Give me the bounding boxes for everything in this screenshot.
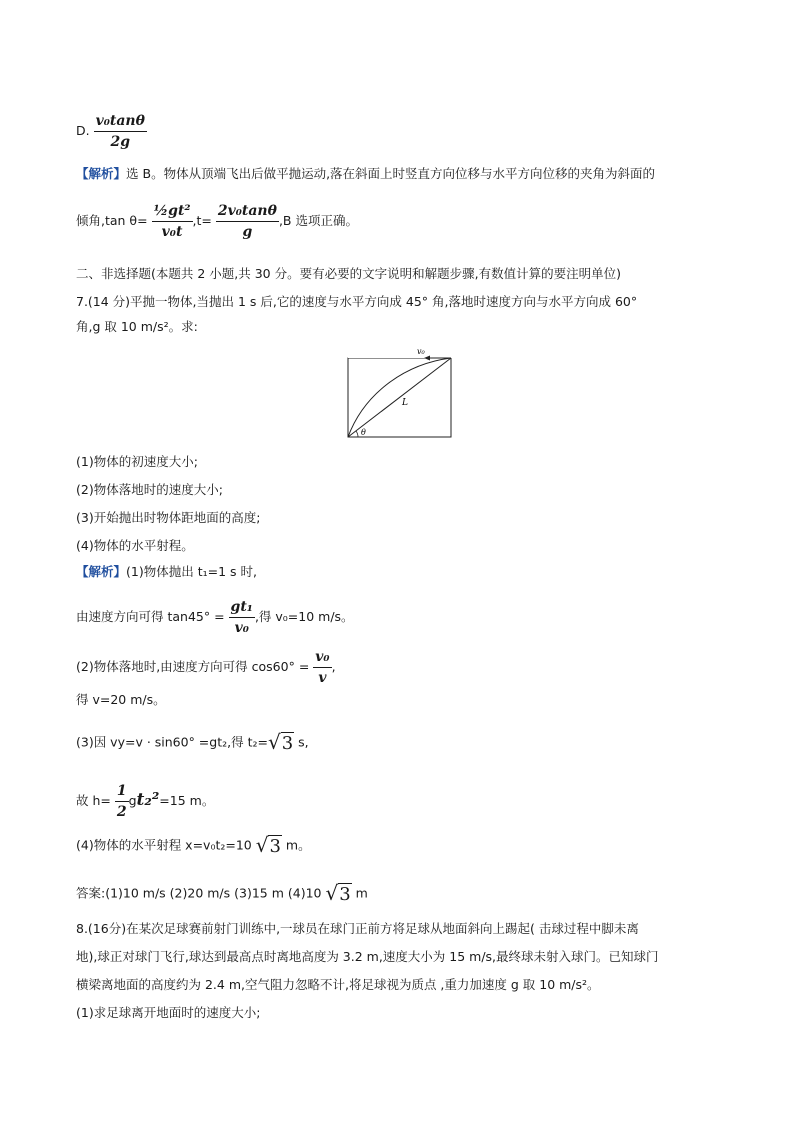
option-d <box>76 112 147 151</box>
analysis6-text1: 选 B。物体从顶端飞出后做平抛运动,落在斜面上时竖直方向位移与水平方向位移的夹角为斜面的 <box>126 166 656 181</box>
q7-sol-text2a: 由速度方向可得 tan45° = <box>76 609 225 624</box>
q8-part1: (1)求足球离开地面时的速度大小; <box>76 1005 261 1020</box>
sqrt-symbol: √3 <box>325 881 351 905</box>
sqrt-radicand: 3 <box>281 733 294 754</box>
q7-sol-text6b: g <box>128 793 137 808</box>
q7-sol-l4: 得 v=20 m/s。 <box>76 692 166 707</box>
option-d-denominator: 2g <box>110 134 131 150</box>
sqrt-symbol: √3 <box>267 730 294 754</box>
q7-part4: (4)物体的水平射程。 <box>76 538 194 553</box>
q7-figure <box>344 344 456 442</box>
q7-part1: (1)物体的初速度大小; <box>76 454 198 469</box>
q7-sol-text3b: , <box>331 659 336 674</box>
q7-frac3-den: v <box>318 670 327 686</box>
q7-sol-text7a: (4)物体的水平射程 x=v₀t₂=10 <box>76 837 256 853</box>
option-d-numerator: v₀tanθ <box>94 112 147 132</box>
frac2-num: 2v₀tanθ <box>216 202 279 222</box>
q7-frac6-den: 2 <box>116 804 127 820</box>
sqrt-symbol: √3 <box>255 833 281 857</box>
frac1-num: ½gt² <box>152 202 193 222</box>
q7-sol-t2sq: t₂² <box>136 790 160 810</box>
q7-frac3-num: v₀ <box>313 648 331 668</box>
q7-sol-l3 <box>76 648 336 687</box>
figure-mask <box>348 354 452 358</box>
analysis6-frac2 <box>216 202 279 241</box>
q7-sol-text5a: (3)因 vy=v · sin60° =gt₂,得 t₂= <box>76 734 268 750</box>
q7-sol-l5 <box>76 730 309 754</box>
analysis6-line1 <box>76 165 655 183</box>
q7-stem1: 7.(14 分)平抛一物体,当抛出 1 s 后,它的速度与水平方向成 45° 角,落地时速度方向与水平方向成 60° <box>76 294 638 309</box>
frac2-den: g <box>242 224 253 240</box>
q7-sol-text6c: =15 m。 <box>159 793 215 808</box>
sqrt-radicand: 3 <box>339 884 351 905</box>
analysis6-text2a: 倾角,tan θ= <box>76 213 148 228</box>
q7-sol-text2b: ,得 v₀=10 m/s。 <box>254 609 354 624</box>
analysis6-text2b: ,t= <box>192 213 212 228</box>
q7-answer <box>76 881 368 905</box>
analysis6-frac1 <box>152 202 193 241</box>
q8-line3: 横梁离地面的高度约为 2.4 m,空气阻力忽略不计,将足球视为质点 ,重力加速度 g 取 10 m/s²。 <box>76 977 600 992</box>
q7-frac2-den: v₀ <box>234 620 249 636</box>
incline-line <box>348 358 451 437</box>
label-v0: v₀ <box>417 347 425 356</box>
q8-line2: 地),球正对球门飞行,球达到最高点时离地高度为 3.2 m,速度大小为 15 m/s,最终球未射入球门。已知球门 <box>76 949 659 964</box>
q7-sol-l7 <box>76 833 311 857</box>
q7-frac6-num: 1 <box>115 782 129 802</box>
q7-answer-text-a: 答案:(1)10 m/s (2)20 m/s (3)15 m (4)10 <box>76 885 326 901</box>
analysis6-line2 <box>76 202 358 241</box>
q7-part2: (2)物体落地时的速度大小; <box>76 482 223 497</box>
q7-answer-text-b: m <box>351 885 368 901</box>
label-theta: θ <box>361 428 366 437</box>
q7-sol-text7b: m。 <box>281 837 311 853</box>
option-d-prefix: D. <box>76 123 90 138</box>
q7-sol-text6a: 故 h= <box>76 793 111 808</box>
label-L: L <box>402 398 408 408</box>
q7-sol-l2 <box>76 598 354 637</box>
section2-heading: 二、非选择题(本题共 2 小题,共 30 分。要有必要的文字说明和解题步骤,有数值计算的要注明单位) <box>76 266 621 281</box>
theta-arc <box>356 431 358 437</box>
q7-part3: (3)开始抛出时物体距地面的高度; <box>76 510 261 525</box>
q7-sol-text1: (1)物体抛出 t₁=1 s 时, <box>126 564 257 579</box>
analysis-tag: 【解析】 <box>76 166 127 181</box>
sqrt-radicand: 3 <box>269 836 281 857</box>
frac1-den: v₀t <box>161 224 183 240</box>
q7-sol-frac6 <box>115 782 129 821</box>
q7-sol-text3a: (2)物体落地时,由速度方向可得 cos60° = <box>76 659 310 674</box>
q7-sol-frac3 <box>313 648 331 687</box>
q7-stem2: 角,g 取 10 m/s²。求: <box>76 319 198 334</box>
q8-line1: 8.(16分)在某次足球赛前射门训练中,一球员在球门正前方将足球从地面斜向上踢起( 击球过程中脚未离 <box>76 921 639 936</box>
q7-sol-l1 <box>76 563 257 581</box>
q7-sol-l6 <box>76 782 214 821</box>
analysis6-text2c: ,B 选项正确。 <box>278 213 358 228</box>
q7-sol-text5b: s, <box>294 734 309 750</box>
q7-sol-frac2 <box>229 598 255 637</box>
q7-sol-tag: 【解析】 <box>76 564 127 579</box>
q7-frac2-num: gt₁ <box>229 598 255 618</box>
option-d-fraction <box>94 112 147 151</box>
